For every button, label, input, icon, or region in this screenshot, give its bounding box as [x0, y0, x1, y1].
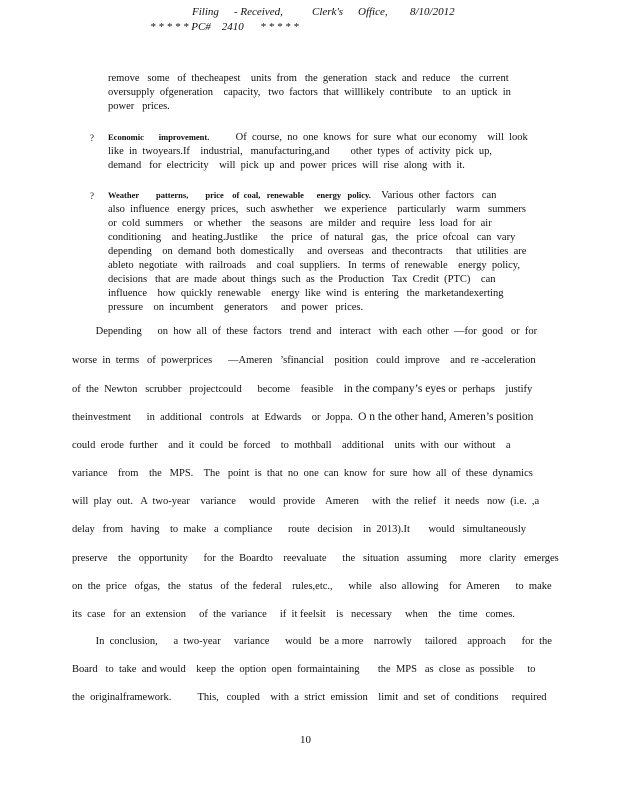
- text-line: influence how quickly renewable energy like wind is entering the marketandexerting: [108, 288, 504, 299]
- text-line: decisions that are made about things such as the Production Tax Credit (PTC) can: [108, 274, 496, 285]
- page-number: 10: [300, 734, 311, 746]
- bullet-economic-improvement: [108, 130, 528, 173]
- text-run-large: in the company’s eyes: [343, 383, 446, 395]
- text-line: also influence energy prices, such aswhether we experience particularly warm summers: [108, 204, 526, 215]
- text-run-large: O n the other hand, Ameren’s position: [358, 411, 534, 423]
- body-line: could erode further and it could be forced to mothball additional units with our without a: [72, 440, 511, 451]
- header-received: - Received,: [234, 6, 283, 18]
- body-line: worse in terms of powerprices —Ameren ’sfinancial position could improve and re -acceleration: [72, 355, 536, 366]
- body-line: variance from the MPS. The point is that no one can know for sure how all of these dynamics: [72, 468, 533, 479]
- bullet-heading: Economic improvement.: [108, 132, 210, 142]
- text-line: power prices.: [108, 101, 170, 112]
- body-line: the originalframework. This, coupled with a strict emission limit and set of conditions required: [72, 692, 547, 703]
- body-line: on the price ofgas, the status of the federal rules,etc., while also allowing for Ameren to make: [72, 581, 552, 592]
- header-office: Office,: [358, 6, 388, 18]
- bullet-marker: ?: [90, 133, 94, 143]
- header-filing: Filing: [192, 6, 219, 18]
- body-line: [72, 411, 533, 423]
- text-line: remove some of thecheapest units from the generation stack and reduce the current: [108, 73, 509, 84]
- text-line: oversupply ofgeneration capacity, two factors that willlikely contribute to an uptick in: [108, 87, 511, 98]
- header-date: 8/10/2012: [410, 6, 455, 18]
- text-line: Various other factors can: [370, 190, 497, 201]
- body-line: preserve the opportunity for the Boardto reevaluate the situation assuming more clarity emerges: [72, 553, 559, 564]
- text-line: like in twoyears.If industrial, manufacturing,and other types of activity pick up,: [108, 146, 493, 157]
- text-line: pressure on incumbent generators and power prices.: [108, 302, 364, 313]
- body-line: will play out. A two-year variance would provide Ameren with the relief it needs now (i.e. ,a: [72, 496, 540, 507]
- bullet-marker: ?: [90, 191, 94, 201]
- bullet-weather-patterns: [108, 188, 526, 315]
- text-line: demand for electricity will pick up and power prices will rise along with it.: [108, 160, 465, 171]
- text-run: of the Newton scrubber projectcould become feasible: [72, 384, 344, 395]
- text-line: or cold summers or whether the seasons are milder and require less load for air: [108, 218, 492, 229]
- header-pc-line: * * * * * PC# 2410 * * * * *: [150, 21, 299, 33]
- text-line: Of course, no one knows for sure what our economy will look: [209, 132, 528, 143]
- body-line: In conclusion, a two-year variance would be a more narrowly tailored approach for the: [72, 636, 552, 647]
- body-line: delay from having to make a compliance route decision in 2013).It would simultaneously: [72, 524, 527, 535]
- body-line: its case for an extension of the variance if it feelsit is necessary when the time comes.: [72, 609, 515, 620]
- text-line: depending on demand both domestically and overseas and thecontracts that utilities are: [108, 246, 527, 257]
- body-line: Depending on how all of these factors trend and interact with each other —for good or for: [72, 326, 538, 337]
- body-line: [72, 383, 532, 395]
- body-line: Board to take and would keep the option open formaintaining the MPS as close as possible to: [72, 664, 536, 675]
- text-line: ableto negotiate with railroads and coal suppliers. In terms of renewable energy policy,: [108, 260, 521, 271]
- text-run: theinvestment in additional controls at Edwards or Joppa.: [72, 412, 359, 423]
- bullet-heading: Weather patterns, price of coal, renewable energy policy.: [108, 190, 371, 200]
- header-clerks: Clerk's: [312, 6, 344, 18]
- text-line: conditioning and heating.Justlike the price of natural gas, the price ofcoal can vary: [108, 232, 516, 243]
- text-run: or perhaps justify: [445, 384, 533, 395]
- paragraph-continuation: [108, 72, 511, 114]
